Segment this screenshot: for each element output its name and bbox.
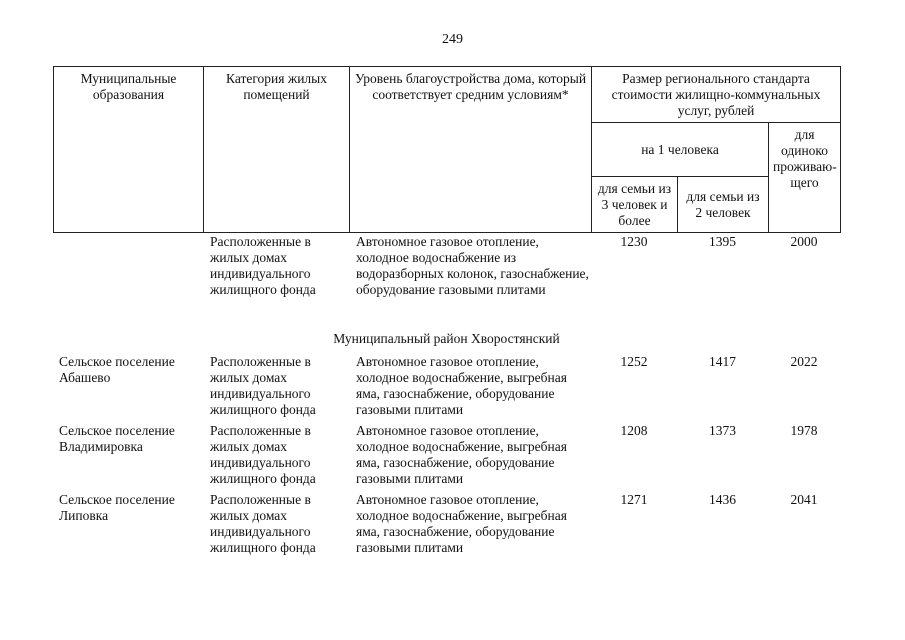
- row-single: 1978: [790, 423, 818, 438]
- row-amenities: Автономное газовое отопление, холодное водоснабжение, выгребная яма, газоснабжение, оборудование газовыми плитами: [356, 492, 567, 555]
- row-category: Расположенные в жилых домах индивидуального жилищного фонда: [210, 492, 316, 555]
- header-family3: для семьи из 3 человек и более: [592, 177, 678, 233]
- row-amenities: Автономное газовое отопление, холодное водоснабжение, выгребная яма, газоснабжение, оборудование газовыми плитами: [356, 354, 567, 417]
- row-single: 2000: [790, 234, 818, 249]
- table-header: [53, 66, 841, 233]
- row-amenities: Автономное газовое отопление, холодное водоснабжение, выгребная яма, газоснабжение, оборудование газовыми плитами: [356, 423, 567, 486]
- header-family2: для семьи из 2 человек: [678, 177, 769, 233]
- row-family3: 1230: [620, 234, 648, 249]
- row-category: Расположенные в жилых домах индивидуального жилищного фонда: [210, 234, 316, 297]
- row-family2: 1417: [709, 354, 736, 369]
- header-amenities: Уровень благоустройства дома, который соответствует средним условиям*: [350, 67, 592, 233]
- header-per-person: на 1 человека: [592, 123, 769, 177]
- row-category: Расположенные в жилых домах индивидуального жилищного фонда: [210, 423, 316, 486]
- header-single: для одиноко проживаю-щего: [769, 123, 841, 233]
- header-municipality: Муниципальные образования: [54, 67, 204, 233]
- row-municipality: Сельское поселение Владимировка: [59, 423, 175, 454]
- row-single: 2041: [790, 492, 818, 507]
- header-standard-size: Размер регионального стандарта стоимости жилищно-коммунальных услуг, рублей: [592, 67, 841, 123]
- row-amenities: Автономное газовое отопление, холодное водоснабжение из водоразборных колонок, газоснабжение, оборудование газовыми плитами: [356, 234, 589, 297]
- section-title: Муниципальный район Хворостянский: [333, 331, 560, 346]
- row-family3: 1271: [620, 492, 648, 507]
- row-family3: 1208: [620, 423, 648, 438]
- row-family2: 1373: [709, 423, 736, 438]
- row-family3: 1252: [620, 354, 648, 369]
- row-category: Расположенные в жилых домах индивидуального жилищного фонда: [210, 354, 316, 417]
- header-category: Категория жилых помещений: [204, 67, 350, 233]
- row-family2: 1436: [709, 492, 736, 507]
- row-municipality: Сельское поселение Липовка: [59, 492, 175, 523]
- page-number: 249: [442, 32, 463, 47]
- row-family2: 1395: [709, 234, 736, 249]
- row-single: 2022: [790, 354, 818, 369]
- row-municipality: Сельское поселение Абашево: [59, 354, 175, 385]
